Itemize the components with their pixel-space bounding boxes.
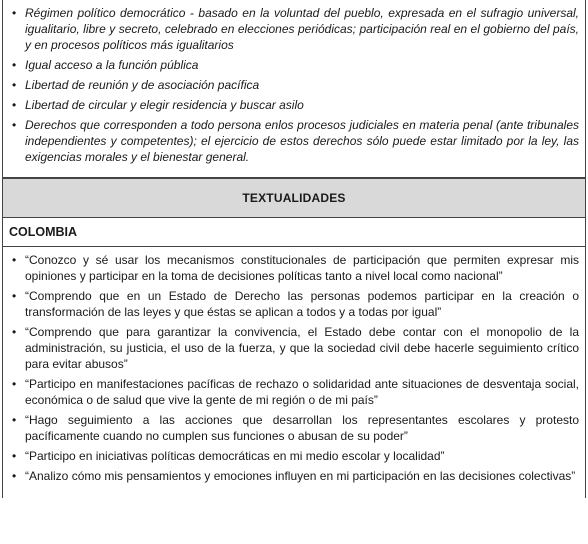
list-item [9, 324, 579, 372]
list-item [9, 376, 579, 408]
bullet-icon: • [12, 377, 17, 391]
list-item [9, 77, 579, 93]
section-header [3, 178, 585, 218]
bullet-icon: • [12, 469, 17, 483]
list-item [9, 412, 579, 444]
bullet-icon: • [12, 118, 17, 132]
list-item-text: Igual acceso a la función pública [25, 58, 199, 72]
list-item [9, 468, 579, 484]
list-item-text: Libertad de reunión y de asociación pacífica [25, 78, 260, 92]
country-name: COLOMBIA [9, 225, 78, 239]
bullet-icon: • [12, 6, 17, 20]
section-header-title: TEXTUALIDADES [242, 191, 346, 205]
bullet-icon: • [12, 289, 17, 303]
quotes-list [9, 252, 579, 484]
bullet-icon: • [12, 253, 17, 267]
list-item-text: “Participo en iniciativas políticas democráticas en mi medio escolar y localidad” [25, 449, 445, 463]
rights-list [9, 5, 579, 165]
bullet-icon: • [12, 413, 17, 427]
list-item [9, 252, 579, 284]
list-item-text: Régimen político democrático - basado en la voluntad del pueblo, expresada en el sufragio universal, igualitario, libre y secreto, celebrado en elecciones periódicas; participación real en el gobierno del país, y en procesos políticos más igualitarios [25, 6, 579, 52]
list-item-text: “Participo en manifestaciones pacíficas de rechazo o solidaridad ante situaciones de desventaja social, económica o de salud que vive la gente de mi región o de mi país” [25, 377, 579, 407]
quotes-cell [3, 247, 585, 498]
rights-cell [3, 0, 585, 178]
list-item-text: Derechos que corresponden a todo persona enlos procesos judiciales en materia penal (ante tribunales independientes y competentes); el ejercicio de estos derechos sólo puede estar limitado por la ley, las exigencias morales y el bienestar general. [25, 118, 579, 164]
bullet-icon: • [12, 58, 17, 72]
list-item-text: Libertad de circular y elegir residencia y buscar asilo [25, 98, 304, 112]
list-item-text: “Hago seguimiento a las acciones que desarrollan los representantes escolares y protesto pacíficamente cuando no cumplen sus funciones o abusan de su poder” [25, 413, 579, 443]
bullet-icon: • [12, 78, 17, 92]
list-item [9, 448, 579, 464]
list-item [9, 117, 579, 165]
bullet-icon: • [12, 449, 17, 463]
list-item [9, 57, 579, 73]
list-item [9, 5, 579, 53]
list-item [9, 97, 579, 113]
bullet-icon: • [12, 98, 17, 112]
list-item-text: “Conozco y sé usar los mecanismos constitucionales de participación que permiten expresar mis opiniones y participar en la toma de decisiones políticas tanto a nivel local como nacional” [25, 253, 579, 283]
country-row [3, 218, 585, 247]
bullet-icon: • [12, 325, 17, 339]
content-table [2, 0, 586, 498]
list-item-text: “Comprendo que para garantizar la convivencia, el Estado debe contar con el monopolio de la administración, su justicia, el uso de la fuerza, y que la sociedad civil debe hacerle seguimiento crítico para evitar abusos” [25, 325, 579, 371]
list-item-text: “Comprendo que en un Estado de Derecho las personas podemos participar en la creación o transformación de las leyes y que éstas se aplican a todos y a todas por igual” [25, 289, 579, 319]
list-item-text: “Analizo cómo mis pensamientos y emociones influyen en mi participación en las decisiones colectivas” [25, 469, 576, 483]
list-item [9, 288, 579, 320]
